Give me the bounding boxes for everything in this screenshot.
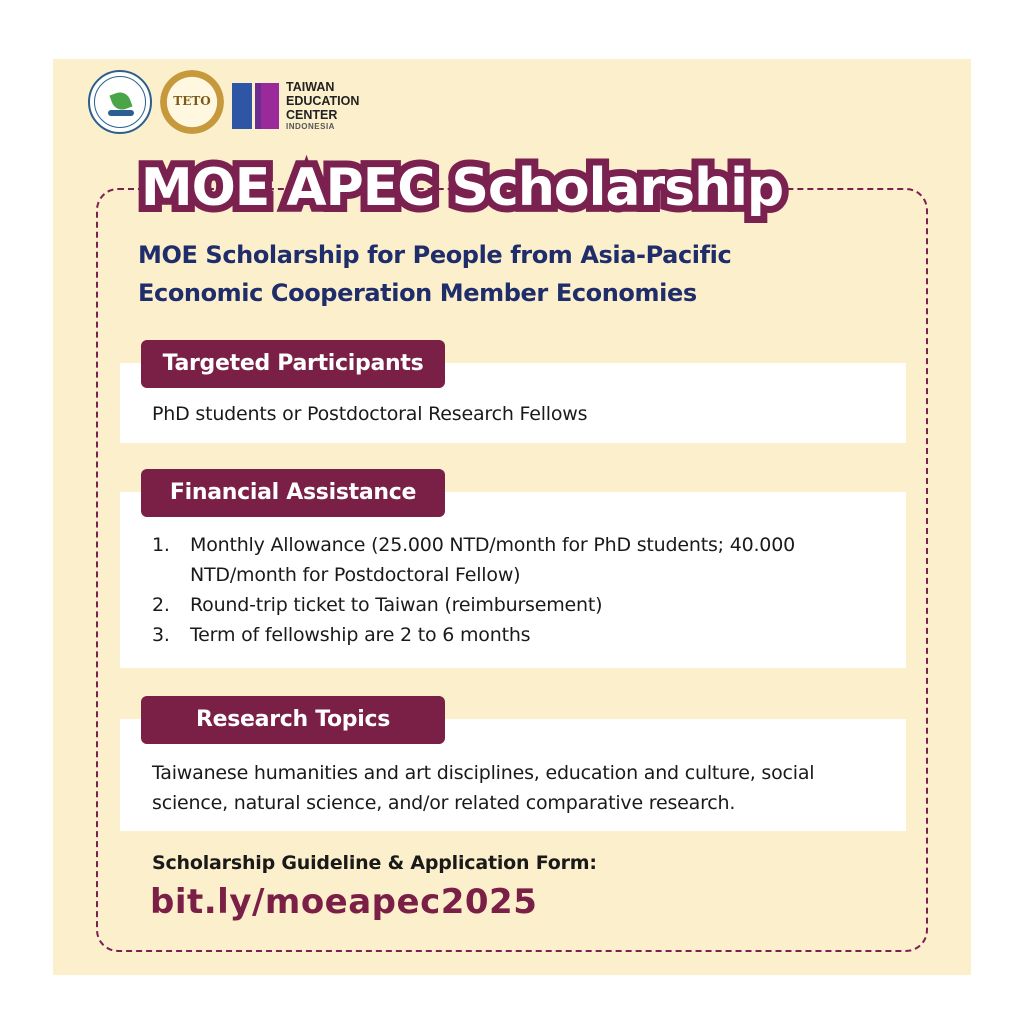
tec-logo-text: TAIWAN EDUCATION CENTER [286,80,360,122]
subtitle: MOE Scholarship for People from Asia-Pacific Economic Cooperation Member Economies [138,241,732,307]
tec-logo-icon-bar [255,83,279,129]
teto-logo: TETO [160,70,224,134]
financial-heading: Financial Assistance [141,469,445,517]
list-item: 1. Monthly Allowance (25.000 NTD/month for PhD students; 40.000 NTD/month for Postdoctoral Fellow) [152,534,795,586]
list-item: 3. Term of fellowship are 2 to 6 months [152,624,531,646]
tec-logo-subtext: INDONESIA [286,122,335,131]
research-heading: Research Topics [141,696,445,744]
research-text: Taiwanese humanities and art disciplines, education and culture, social science, natural science, and/or related comparative research. [152,762,815,814]
moe-logo [88,70,152,134]
page-title: MOE APEC Scholarship [140,158,784,218]
guideline-label: Scholarship Guideline & Application Form: [152,852,597,874]
application-link[interactable]: bit.ly/moeapec2025 [150,882,538,922]
tec-logo-icon [232,83,252,129]
participants-heading: Targeted Participants [141,340,445,388]
financial-list [152,530,872,650]
participants-text: PhD students or Postdoctoral Research Fellows [152,403,588,425]
list-item: 2. Round-trip ticket to Taiwan (reimbursement) [152,594,603,616]
